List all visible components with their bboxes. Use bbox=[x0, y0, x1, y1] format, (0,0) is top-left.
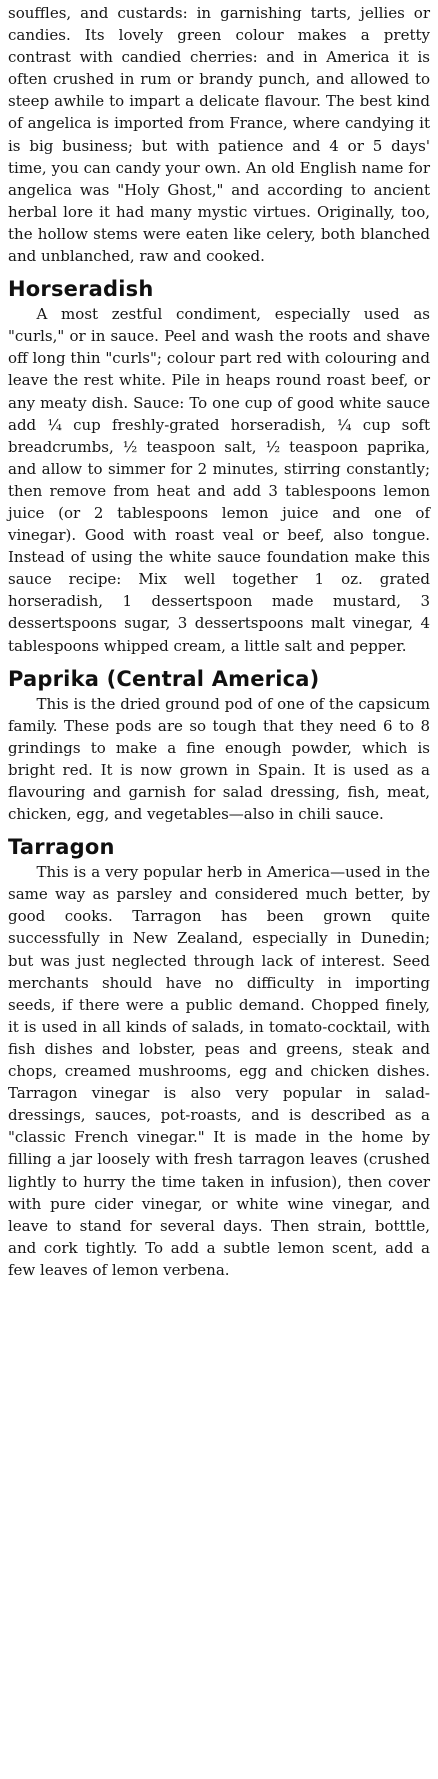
heading-horseradish: Horseradish bbox=[8, 277, 154, 302]
tarragon-paragraph: This is a very popular herb in America—used in the same way as parsley and considered much better, by good cooks. Tarragon has been grown quite successfully in New Zealand, especially in Dunedin; but was just neglected through lack of interest. Seed merchants should have no difficulty in importing seeds, if there were a public demand. Chopped finely, it is used in all kinds of salads, in tomato-cocktail, with fish dishes and lobster, peas and greens, steak and chops, creamed mushrooms, egg and chicken dishes. Tarragon vinegar is also very popular in salad-dressings, sauces, pot-roasts, and is described as a "classic French vinegar." It is made in the home by filling a jar loosely with fresh tarragon leaves (crushed lightly to hurry the time taken in infusion), then cover with pure cider vinegar, or white wine vinegar, and leave to stand for several days. Then strain, botttle, and cork tightly. To add a subtle lemon scent, add a few leaves of lemon verbena. bbox=[8, 863, 430, 1279]
heading-paprika: Paprika (Central America) bbox=[8, 666, 320, 691]
horseradish-paragraph: A most zestful condiment, especially used as "curls," or in sauce. Peel and wash the roots and shave off long thin "curls"; colour part red with colouring and leave the rest white. Pile in heaps round roast beef, or any meaty dish. Sauce: To one cup of good white sauce add ¼ cup freshly-grated horseradish, ¼ cup soft breadcrumbs, ½ teaspoon salt, ½ teaspoon paprika, and allow to simmer for 2 minutes, stirring constantly; then remove from heat and add 3 tablespoons lemon juice (or 2 tablespoons lemon juice and one of vinegar). Good with roast veal or beef, also tongue. Instead of using the white sauce foundation make this sauce recipe: Mix well together 1 oz. grated horseradish, 1 dessertspoon made mustard, 3 dessertspoons sugar, 3 dessertspoons malt vinegar, 4 tablespoons whipped cream, a little salt and pepper. bbox=[8, 305, 430, 655]
heading-tarragon: Tarragon bbox=[8, 835, 115, 860]
paprika-paragraph: This is the dried ground pod of one of the capsicum family. These pods are so tough that they need 6 to 8 grindings to make a fine enough powder, which is bright red. It is now grown in Spain. It is used as a flavouring and garnish for salad dressing, fish, meat, chicken, egg, and vegetables—also in chili sauce. bbox=[8, 694, 430, 824]
intro-paragraph: souffles, and custards: in garnishing tarts, jellies or candies. Its lovely green colour makes a pretty contrast with candied cherries: and in America it is often crushed in rum or brandy punch, and allowed to steep awhile to impart a delicate flavour. The best kind of angelica is imported from France, where candying it is big business; but with patience and 4 or 5 days' time, you can candy your own. An old English name for angelica was "Holy Ghost," and according to ancient herbal lore it had many mystic virtues. Originally, too, the hollow stems were eaten like celery, both blanched and unblanched, raw and cooked. bbox=[8, 4, 430, 266]
